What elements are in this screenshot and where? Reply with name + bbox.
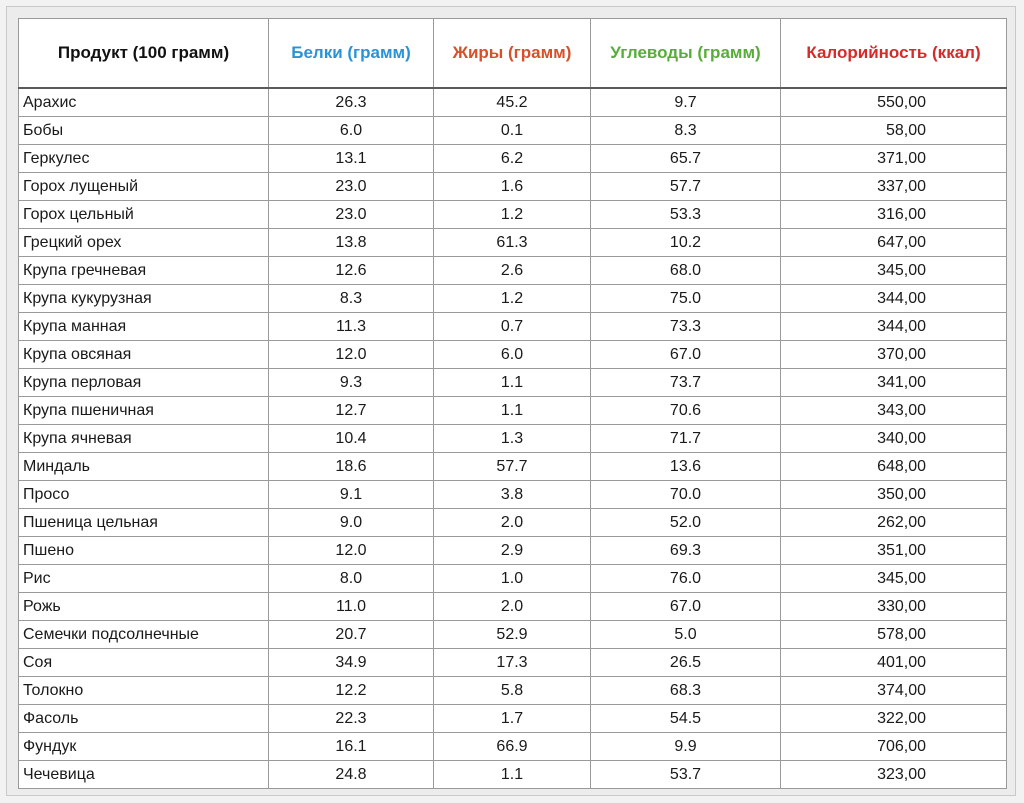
cell-fat: 1.1 — [434, 761, 591, 789]
cell-protein: 8.3 — [269, 285, 434, 313]
cell-calories: 323,00 — [781, 761, 1007, 789]
cell-product: Горох цельный — [19, 201, 269, 229]
cell-protein: 12.6 — [269, 257, 434, 285]
cell-fat: 2.9 — [434, 537, 591, 565]
cell-product: Фасоль — [19, 705, 269, 733]
cell-calories: 58,00 — [781, 117, 1007, 145]
cell-carbs: 76.0 — [591, 565, 781, 593]
cell-product: Пшеница цельная — [19, 509, 269, 537]
cell-fat: 1.1 — [434, 397, 591, 425]
cell-carbs: 54.5 — [591, 705, 781, 733]
cell-calories: 550,00 — [781, 88, 1007, 117]
cell-carbs: 65.7 — [591, 145, 781, 173]
table-row — [19, 593, 1007, 621]
table-row — [19, 425, 1007, 453]
table-row — [19, 481, 1007, 509]
cell-carbs: 9.9 — [591, 733, 781, 761]
table-body — [19, 88, 1007, 789]
cell-fat: 1.1 — [434, 369, 591, 397]
cell-carbs: 13.6 — [591, 453, 781, 481]
cell-carbs: 75.0 — [591, 285, 781, 313]
cell-protein: 18.6 — [269, 453, 434, 481]
column-header-carbs: Углеводы (грамм) — [591, 19, 781, 89]
cell-carbs: 70.0 — [591, 481, 781, 509]
cell-calories: 350,00 — [781, 481, 1007, 509]
cell-fat: 1.2 — [434, 285, 591, 313]
cell-protein: 11.3 — [269, 313, 434, 341]
column-header-product: Продукт (100 грамм) — [19, 19, 269, 89]
cell-fat: 6.2 — [434, 145, 591, 173]
cell-protein: 24.8 — [269, 761, 434, 789]
table-row — [19, 145, 1007, 173]
table-row — [19, 88, 1007, 117]
cell-carbs: 71.7 — [591, 425, 781, 453]
cell-carbs: 9.7 — [591, 88, 781, 117]
cell-carbs: 52.0 — [591, 509, 781, 537]
cell-protein: 22.3 — [269, 705, 434, 733]
cell-product: Просо — [19, 481, 269, 509]
cell-fat: 2.0 — [434, 509, 591, 537]
table-row — [19, 285, 1007, 313]
cell-calories: 648,00 — [781, 453, 1007, 481]
table-row — [19, 117, 1007, 145]
cell-protein: 9.1 — [269, 481, 434, 509]
cell-protein: 26.3 — [269, 88, 434, 117]
cell-calories: 344,00 — [781, 285, 1007, 313]
cell-carbs: 68.3 — [591, 677, 781, 705]
cell-product: Бобы — [19, 117, 269, 145]
cell-carbs: 26.5 — [591, 649, 781, 677]
column-header-fat: Жиры (грамм) — [434, 19, 591, 89]
header-row — [19, 19, 1007, 89]
cell-protein: 34.9 — [269, 649, 434, 677]
table-row — [19, 733, 1007, 761]
cell-carbs: 70.6 — [591, 397, 781, 425]
cell-protein: 13.1 — [269, 145, 434, 173]
cell-calories: 706,00 — [781, 733, 1007, 761]
cell-product: Семечки подсолнечные — [19, 621, 269, 649]
cell-protein: 12.7 — [269, 397, 434, 425]
cell-calories: 401,00 — [781, 649, 1007, 677]
cell-protein: 23.0 — [269, 173, 434, 201]
column-header-calories: Калорийность (ккал) — [781, 19, 1007, 89]
cell-calories: 330,00 — [781, 593, 1007, 621]
cell-calories: 345,00 — [781, 257, 1007, 285]
cell-protein: 13.8 — [269, 229, 434, 257]
table-row — [19, 257, 1007, 285]
cell-fat: 1.7 — [434, 705, 591, 733]
cell-fat: 0.7 — [434, 313, 591, 341]
cell-fat: 1.6 — [434, 173, 591, 201]
cell-protein: 10.4 — [269, 425, 434, 453]
cell-fat: 66.9 — [434, 733, 591, 761]
cell-calories: 345,00 — [781, 565, 1007, 593]
cell-product: Пшено — [19, 537, 269, 565]
table-row — [19, 173, 1007, 201]
nutrition-table — [18, 18, 1007, 789]
cell-carbs: 73.3 — [591, 313, 781, 341]
cell-calories: 578,00 — [781, 621, 1007, 649]
table-row — [19, 621, 1007, 649]
cell-carbs: 10.2 — [591, 229, 781, 257]
cell-carbs: 69.3 — [591, 537, 781, 565]
table-row — [19, 649, 1007, 677]
cell-product: Крупа овсяная — [19, 341, 269, 369]
cell-product: Горох лущеный — [19, 173, 269, 201]
cell-fat: 2.6 — [434, 257, 591, 285]
table-row — [19, 201, 1007, 229]
cell-product: Крупа ячневая — [19, 425, 269, 453]
cell-protein: 12.0 — [269, 537, 434, 565]
cell-calories: 647,00 — [781, 229, 1007, 257]
cell-product: Рожь — [19, 593, 269, 621]
cell-protein: 23.0 — [269, 201, 434, 229]
table-row — [19, 565, 1007, 593]
cell-product: Крупа перловая — [19, 369, 269, 397]
cell-fat: 52.9 — [434, 621, 591, 649]
table-row — [19, 537, 1007, 565]
cell-protein: 11.0 — [269, 593, 434, 621]
cell-product: Грецкий орех — [19, 229, 269, 257]
table-row — [19, 705, 1007, 733]
cell-carbs: 5.0 — [591, 621, 781, 649]
table-row — [19, 313, 1007, 341]
cell-fat: 45.2 — [434, 88, 591, 117]
table-row — [19, 677, 1007, 705]
cell-product: Рис — [19, 565, 269, 593]
cell-protein: 12.0 — [269, 341, 434, 369]
cell-calories: 341,00 — [781, 369, 1007, 397]
cell-product: Крупа гречневая — [19, 257, 269, 285]
cell-fat: 61.3 — [434, 229, 591, 257]
cell-carbs: 68.0 — [591, 257, 781, 285]
table-row — [19, 453, 1007, 481]
table-row — [19, 761, 1007, 789]
table-row — [19, 369, 1007, 397]
cell-carbs: 8.3 — [591, 117, 781, 145]
cell-product: Крупа пшеничная — [19, 397, 269, 425]
cell-protein: 6.0 — [269, 117, 434, 145]
table-header — [19, 19, 1007, 89]
cell-fat: 57.7 — [434, 453, 591, 481]
cell-carbs: 53.3 — [591, 201, 781, 229]
cell-fat: 2.0 — [434, 593, 591, 621]
cell-calories: 316,00 — [781, 201, 1007, 229]
cell-carbs: 73.7 — [591, 369, 781, 397]
cell-calories: 340,00 — [781, 425, 1007, 453]
table-row — [19, 397, 1007, 425]
cell-product: Фундук — [19, 733, 269, 761]
cell-protein: 9.3 — [269, 369, 434, 397]
cell-product: Чечевица — [19, 761, 269, 789]
cell-product: Миндаль — [19, 453, 269, 481]
cell-protein: 12.2 — [269, 677, 434, 705]
cell-protein: 16.1 — [269, 733, 434, 761]
cell-fat: 3.8 — [434, 481, 591, 509]
cell-calories: 371,00 — [781, 145, 1007, 173]
cell-carbs: 67.0 — [591, 593, 781, 621]
cell-product: Арахис — [19, 88, 269, 117]
table-row — [19, 341, 1007, 369]
table-row — [19, 509, 1007, 537]
cell-calories: 344,00 — [781, 313, 1007, 341]
cell-product: Крупа манная — [19, 313, 269, 341]
cell-calories: 374,00 — [781, 677, 1007, 705]
cell-fat: 17.3 — [434, 649, 591, 677]
table-row — [19, 229, 1007, 257]
cell-carbs: 67.0 — [591, 341, 781, 369]
cell-calories: 322,00 — [781, 705, 1007, 733]
column-header-protein: Белки (грамм) — [269, 19, 434, 89]
cell-fat: 0.1 — [434, 117, 591, 145]
cell-calories: 351,00 — [781, 537, 1007, 565]
cell-carbs: 57.7 — [591, 173, 781, 201]
cell-protein: 20.7 — [269, 621, 434, 649]
cell-fat: 1.0 — [434, 565, 591, 593]
cell-fat: 1.3 — [434, 425, 591, 453]
cell-product: Толокно — [19, 677, 269, 705]
cell-product: Крупа кукурузная — [19, 285, 269, 313]
cell-fat: 6.0 — [434, 341, 591, 369]
cell-fat: 5.8 — [434, 677, 591, 705]
cell-protein: 8.0 — [269, 565, 434, 593]
cell-carbs: 53.7 — [591, 761, 781, 789]
cell-calories: 262,00 — [781, 509, 1007, 537]
cell-product: Соя — [19, 649, 269, 677]
cell-protein: 9.0 — [269, 509, 434, 537]
cell-calories: 370,00 — [781, 341, 1007, 369]
cell-fat: 1.2 — [434, 201, 591, 229]
cell-product: Геркулес — [19, 145, 269, 173]
cell-calories: 337,00 — [781, 173, 1007, 201]
cell-calories: 343,00 — [781, 397, 1007, 425]
